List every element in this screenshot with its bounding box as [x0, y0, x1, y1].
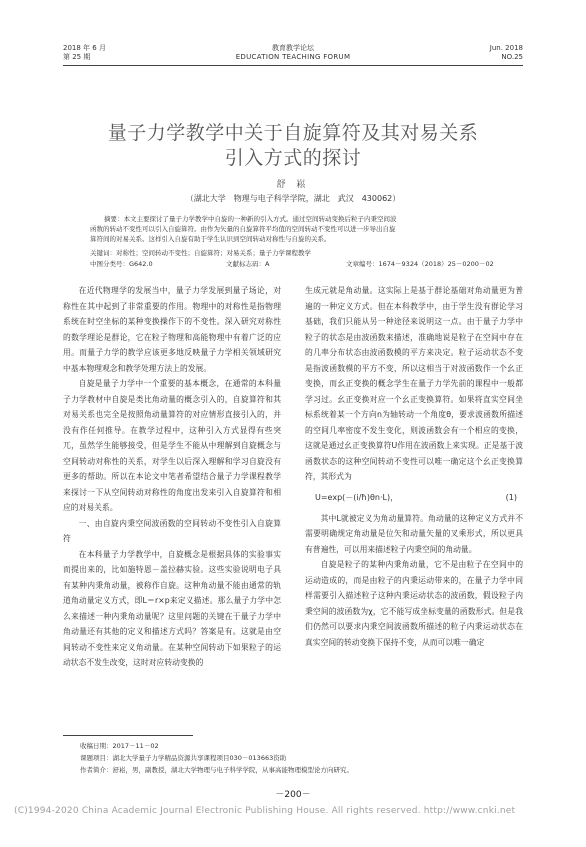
- footnote-bio: 作者简介：舒崧，男，副教授，湖北大学物理与电子科学学院，从事高能物理模型论方向研究。: [80, 766, 353, 774]
- author: 舒 崧: [276, 180, 310, 190]
- equation-number: (1): [505, 492, 517, 502]
- copyright-notice: (C)1994-2020 China Academic Journal Electronic Publishing House. All rights reserved. http://www.cnki.net: [14, 806, 516, 816]
- paragraph-spin-intro: 自旋是量子力学中一个重要的基本概念，在通常的本科量子力学教材中自旋是类比角动量的概念引入的，自旋算符和其对易关系也完全是按照角动量算符的对应情形直接引入的，并没有作任何推导。在教学过程中，这种引入方式显得有些突兀，虽然学生能够接受，但是学生不能从中理解到自旋概念与空间转动对称性的关系，对学生以后深入理解和学习自旋没有更多的帮助。所以在本论文中笔者希望结合量子力学课程教学来探讨一下从空间转动对称性的角度出发来引入自旋算符和相应的对易关系。: [63, 379, 281, 512]
- abstract-line-2: 函数的转动不变性可以引入自旋算符。由作为矢量的自旋算符平均值的空间转动不变性可以进一步导出自旋: [90, 225, 396, 233]
- header-date: 2018 年 6 月: [63, 44, 106, 52]
- equation-block: [305, 487, 523, 509]
- affiliation: （湖北大学 物理与电子科学学院，湖北 武汉 430062）: [185, 194, 401, 203]
- section-heading: 一、由自旋内秉空间波函数的空间转动不变性引入自旋算符: [63, 518, 281, 543]
- clc-number: 中图分类号：G642.0: [90, 260, 153, 268]
- right-column: [305, 283, 523, 650]
- header-date-en: Jun. 2018: [489, 44, 523, 52]
- abstract-line-1: 摘要：本文主要探讨了量子力学教学中自旋的一种新的引入方式。通过空间转动变换后粒子内秉空间波: [104, 215, 397, 223]
- paragraph-angular-momentum: 其中L就被定义为角动量算符。角动量的这种定义方式并不需要明确规定角动量是位矢和动量矢量的叉乘形式，所以更具有普遍性，可以用来描述粒子内秉空间的角动量。: [305, 513, 523, 554]
- header-issue-en: NO.25: [501, 53, 523, 61]
- abstract-line-3: 算符间的对易关系。这样引入自旋有助于学生认识到空间转动对称性与自旋的关系。: [90, 235, 331, 243]
- footnote-rule: [63, 735, 193, 736]
- title-line-2: 引入方式的探讨: [224, 147, 362, 169]
- paragraph-section-1: 在本科量子力学教学中，自旋概念是根据具体的实验事实而提出来的，比如施特恩－盖拉赫实验。这些实验说明电子具有某种内秉角动量，被称作自旋。这种角动量不能由通常的轨道角动量定义方式，即L＝r×p来定义描述。那么量子力学中怎么来描述一种内秉角动量呢？这里问题的关键在于量子力学中角动量还有其他的定义和描述方式吗？答案是有。这就是由空间转动不变性来定义角动量。在某种空间转动下如果粒子的运动状态不发生改变，这时对应转动变换的: [63, 549, 281, 667]
- footnote-received: 收稿日期：2017－11－02: [80, 742, 159, 750]
- header-rule: [63, 65, 523, 66]
- journal-name-en: EDUCATION TEACHING FORUM: [235, 53, 351, 61]
- paragraph-generator: 生成元就是角动量。这实际上是基于群论基础对角动量更为普遍的一种定义方式。但在本科教学中，由于学生没有群论学习基础，我们只能从另一种途径来说明这一点。由于量子力学中粒子的状态是由波函数来描述，准确地说是粒子在空间中存在的几率分布状态由波函数模的平方来决定。粒子运动状态不变是指波函数模的平方不变，所以这相当于对波函数作一个幺正变换，而幺正变换的概念学生在量子力学先前的课程中一般都学习过。幺正变换对应一个幺正变换算符。如果将直实空间坐标系统着某一个方向n为轴转动一个角度θ，要求波函数所描述的空间几率密度不发生变化，则波函数会有一个相应的变换，这就是通过幺正变换算符U作用在波函数上来实现。正是基于波函数状态的这种空间转动不变性可以唯一确定这个幺正变换算符，其形式为: [305, 286, 523, 481]
- keywords: 关键词：对称性；空间转动不变性；自旋算符；对易关系；量子力学课程教学: [90, 249, 311, 257]
- document-code: 文献标志码：A: [226, 260, 270, 268]
- footnote-fund: 课题项目：湖北大学量子力学精品资源共享课程项目030－013663资助: [80, 754, 287, 762]
- journal-name-cn: 教育教学论坛: [272, 44, 314, 52]
- article-number: 文章编号：1674－9324（2018）25－0200－02: [346, 260, 494, 268]
- title-line-1: 量子力学教学中关于自旋算符及其对易关系: [107, 122, 479, 144]
- paragraph-intro: 在近代物理学的发展当中，量子力学发展到量子场论，对称性在其中起到了非常重要的作用。物理中的对称性是指物理系统在时空坐标的某种变换操作下的不变性。深入研究对称性的数学理论是群论，它在粒子物理和高能物理中有着广泛的应用。而量子力学的教学应该更多地反映量子力学相关领域研究中基本物理观念和教学处理方法上的发展。: [63, 286, 281, 373]
- paragraph-spin-intrinsic: 自旋是粒子的某种内秉角动量，它不是由粒子在空间中的运动造成的，而是由粒子的内秉运动带来的，在量子力学中同样需要引入描述粒子这种内秉运动状态的波函数，假设粒子内秉空间的波函数为χ，它不能写成坐标变量的函数形式。但是我们仍然可以要求内秉空间波函数所描述的粒子内秉运动状态在真实空间的转动变换下保持不变，从而可以唯一确定: [305, 560, 523, 647]
- equation-1: U=exp(－(i/ħ)θn·L)，: [315, 492, 399, 502]
- page-number: －200－: [275, 790, 311, 800]
- header-issue: 第 25 期: [63, 53, 91, 61]
- left-column: [63, 283, 281, 671]
